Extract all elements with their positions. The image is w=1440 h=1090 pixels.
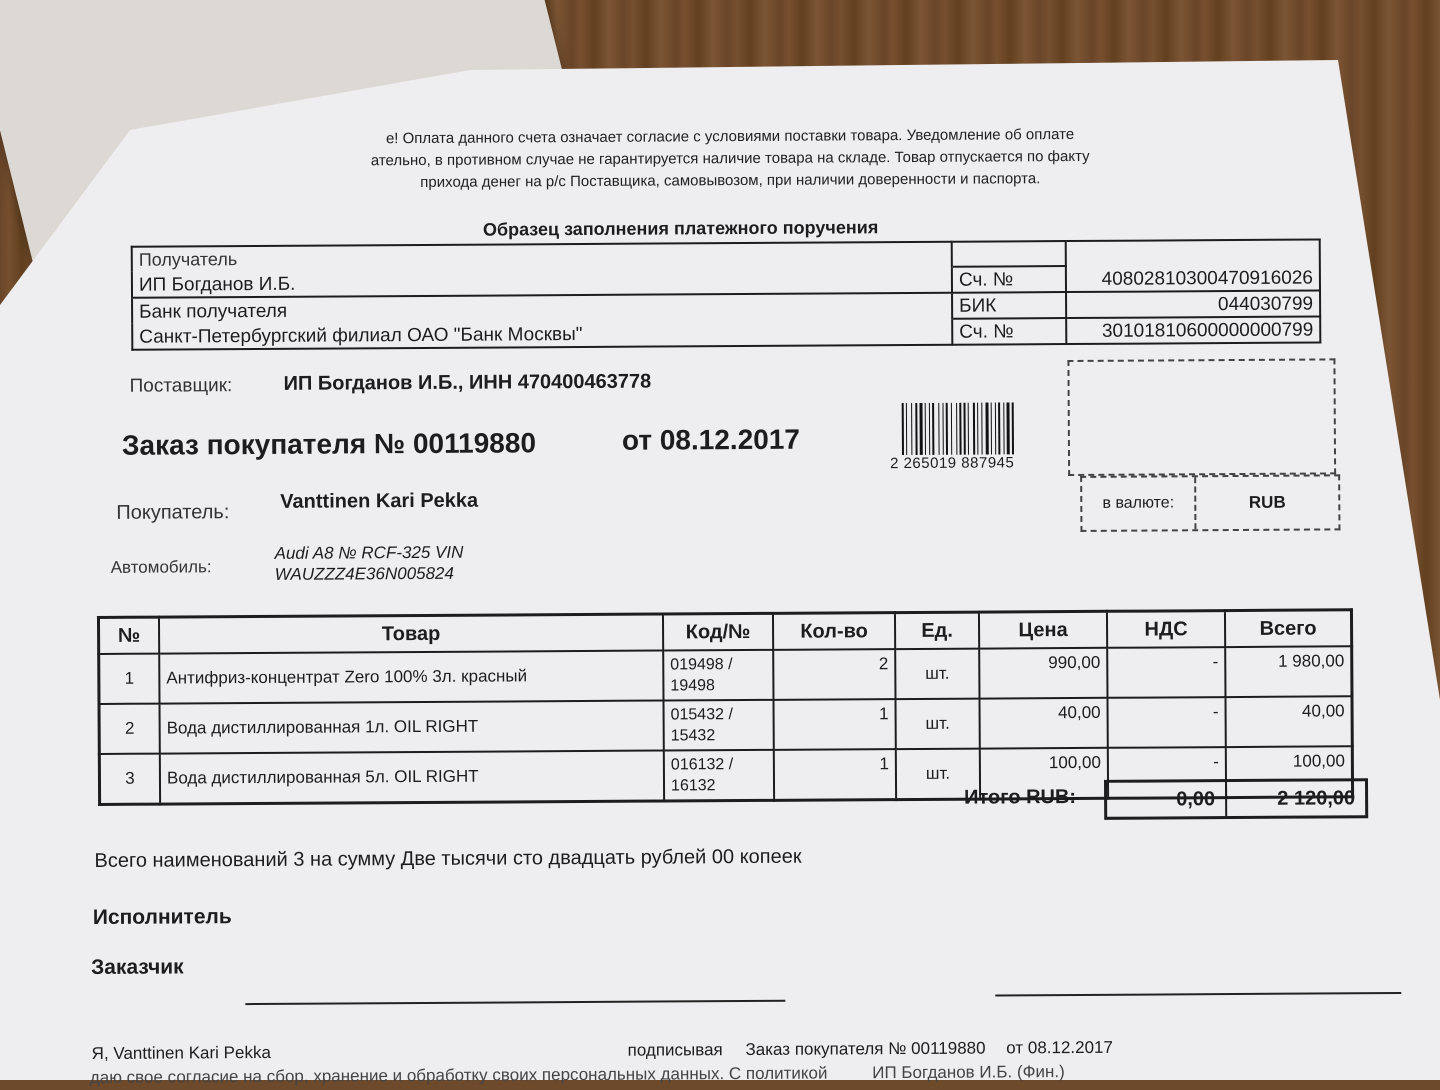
row-item: Вода дистиллированная 1л. OIL RIGHT bbox=[160, 701, 664, 754]
row-qty: 1 bbox=[774, 749, 896, 800]
recipient-account: 40802810300470916026 bbox=[1066, 239, 1320, 292]
summary-text: Всего наименований 3 на сумму Две тысячи сто двадцать рублей 00 копеек bbox=[94, 845, 802, 872]
row-price: 40,00 bbox=[979, 698, 1107, 749]
row-price: 990,00 bbox=[979, 648, 1107, 699]
corr-account-label: Сч. № bbox=[952, 318, 1066, 345]
row-unit: шт. bbox=[895, 699, 979, 750]
bank-label: Банк получателя bbox=[132, 293, 952, 324]
consent-date: от 08.12.2017 bbox=[1006, 1037, 1114, 1058]
row-qty: 2 bbox=[773, 649, 895, 700]
notice-line: прихода денег на р/с Поставщика, самовывозом, при наличии доверенности и паспорта. bbox=[420, 170, 1041, 191]
row-price: 100,00 bbox=[980, 748, 1108, 799]
car-value bbox=[275, 542, 464, 585]
buyer-value: Vanttinen Kari Pekka bbox=[280, 489, 479, 513]
car-vin: WAUZZZ4E36N005824 bbox=[274, 563, 454, 584]
payment-sample-title: Образец заполнения платежного поручения bbox=[482, 217, 879, 240]
row-unit: шт. bbox=[896, 749, 980, 800]
row-item: Вода дистиллированная 5л. OIL RIGHT bbox=[160, 751, 664, 805]
col-header-item: Товар bbox=[159, 614, 663, 654]
bank-details-table bbox=[131, 238, 1322, 350]
recipient-name: ИП Богданов И.Б. bbox=[132, 267, 952, 298]
notice-line: ательно, в противном случае не гарантируется наличие товара на складе. Товар отпускается по факту bbox=[370, 147, 1090, 170]
currency-label: в валюте: bbox=[1082, 477, 1196, 530]
col-header-qty: Кол-во bbox=[773, 613, 895, 650]
bik-value: 044030799 bbox=[1066, 290, 1320, 318]
consent-line bbox=[92, 1038, 1113, 1064]
payment-notice bbox=[290, 123, 1170, 194]
row-number: 3 bbox=[99, 754, 160, 805]
currency-box bbox=[1080, 474, 1340, 532]
goods-table bbox=[97, 608, 1354, 806]
signature-line-executor bbox=[245, 1000, 785, 1005]
car-label: Автомобиль: bbox=[110, 557, 212, 577]
order-title: Заказ покупателя № 00119880 bbox=[121, 427, 537, 461]
row-vat: - bbox=[1107, 647, 1225, 698]
recipient-label: Получатель bbox=[132, 242, 952, 272]
col-header-price: Цена bbox=[979, 611, 1107, 648]
col-header-vat: НДС bbox=[1107, 611, 1225, 648]
consent-order-ref: Заказ покупателя № 00119880 bbox=[745, 1038, 986, 1060]
table-row bbox=[99, 696, 1352, 754]
bik-label: БИК bbox=[952, 292, 1066, 319]
consent-line-2 bbox=[90, 1062, 1065, 1088]
corr-account-value: 30101810600000000799 bbox=[1066, 316, 1320, 344]
consent-signing: подписывая bbox=[627, 1040, 723, 1060]
customer-label: Заказчик bbox=[91, 955, 184, 980]
row-code: 016132 / 16132 bbox=[664, 750, 774, 801]
buyer-label: Покупатель: bbox=[116, 501, 230, 524]
row-total: 1 980,00 bbox=[1225, 646, 1352, 697]
table-row bbox=[99, 646, 1352, 704]
totals-label: Итого RUB: bbox=[964, 785, 1077, 809]
bank-name: Санкт-Петербургский филиал ОАО "Банк Москвы" bbox=[132, 319, 952, 350]
order-date: от 08.12.2017 bbox=[621, 423, 801, 456]
supplier-label: Поставщик: bbox=[129, 375, 233, 397]
row-total: 100,00 bbox=[1226, 746, 1353, 797]
totals-sum: 2 120,00 bbox=[1277, 786, 1356, 810]
consent-name: Я, Vanttinen Kari Pekka bbox=[91, 1042, 271, 1064]
totals-box bbox=[1104, 778, 1368, 820]
barcode-number: 2 265019 887945 bbox=[890, 454, 1015, 473]
col-header-number: № bbox=[98, 617, 159, 654]
row-vat: - bbox=[1107, 697, 1225, 748]
row-unit: шт. bbox=[895, 649, 979, 700]
row-code: 019498 / 19498 bbox=[663, 650, 773, 701]
col-header-code: Код/№ bbox=[663, 613, 773, 650]
account-label: Сч. № bbox=[952, 266, 1066, 293]
currency-value: RUB bbox=[1248, 492, 1286, 512]
car-model: Audi A8 № RCF-325 VIN bbox=[274, 542, 464, 563]
row-total: 40,00 bbox=[1225, 696, 1352, 747]
executor-label: Исполнитель bbox=[92, 905, 232, 929]
stamp-box bbox=[1067, 358, 1336, 476]
col-header-total: Всего bbox=[1225, 610, 1352, 647]
totals-vat: 0,00 bbox=[1107, 782, 1227, 817]
totals-row bbox=[964, 778, 1368, 820]
consent-company: ИП Богданов И.Б. (Фин.) bbox=[872, 1062, 1065, 1083]
row-qty: 1 bbox=[773, 699, 895, 750]
supplier-value: ИП Богданов И.Б., ИНН 470400463778 bbox=[283, 370, 652, 395]
notice-line: е! Оплата данного счета означает согласие с условиями поставки товара. Уведомление об оплате bbox=[385, 125, 1075, 148]
row-vat: - bbox=[1108, 747, 1226, 798]
row-number: 1 bbox=[99, 654, 160, 704]
consent-text: даю свое согласие на сбор, хранение и обработку своих персональных данных. С политикой bbox=[89, 1063, 828, 1088]
signature-line-customer bbox=[995, 992, 1401, 996]
row-code: 015432 / 15432 bbox=[663, 700, 773, 751]
row-number: 2 bbox=[99, 704, 160, 754]
row-item: Антифриз-концентрат Zero 100% 3л. красный bbox=[159, 651, 663, 704]
col-header-unit: Ед. bbox=[895, 612, 979, 649]
order-document bbox=[90, 122, 1366, 1090]
